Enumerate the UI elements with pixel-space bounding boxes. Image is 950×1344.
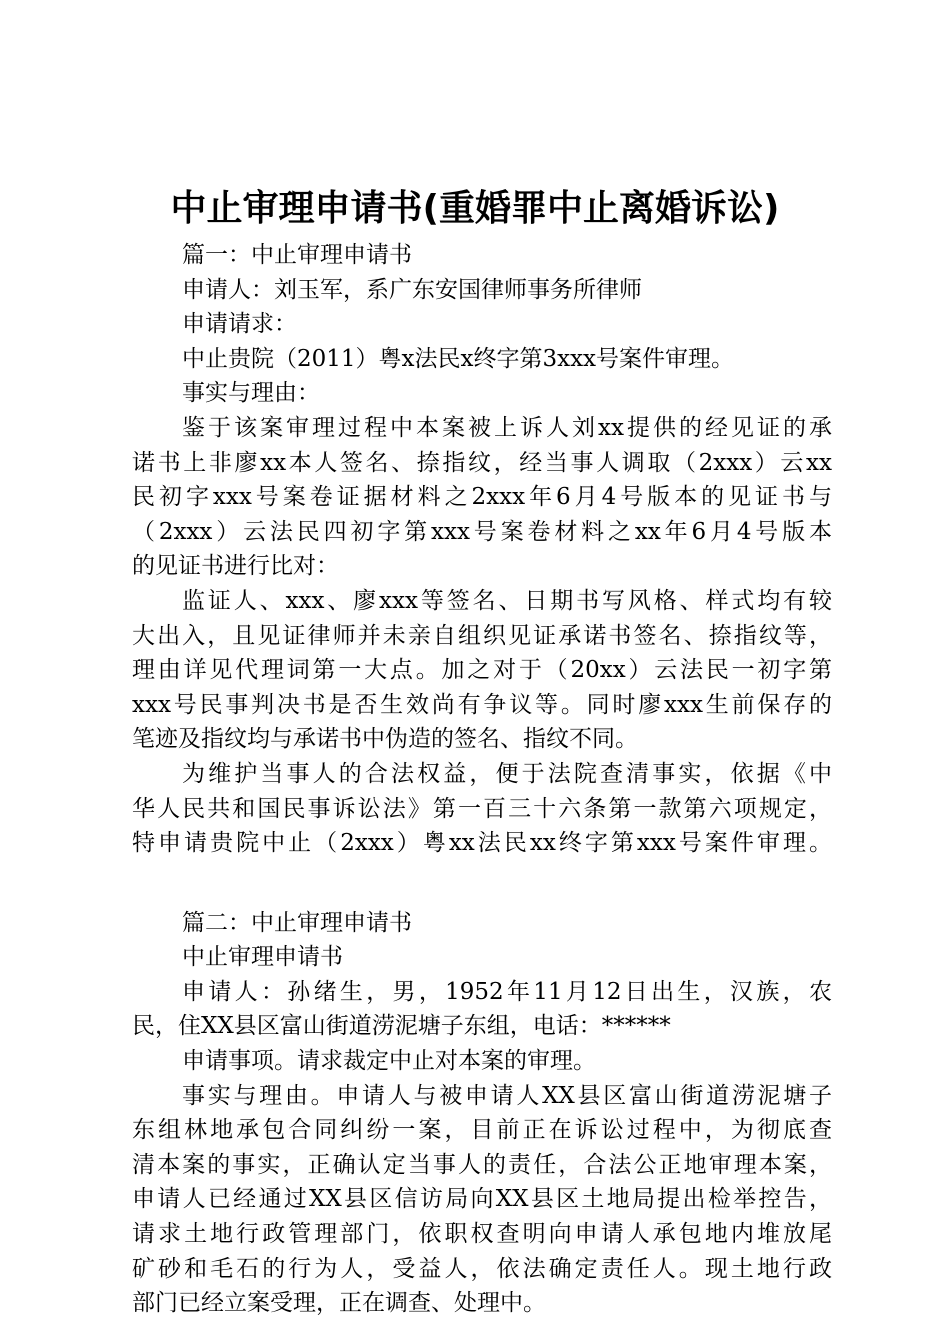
document-title: 中止审理申请书(重婚罪中止离婚诉讼) — [170, 188, 780, 229]
part2-applicant-line: 民，住XX县区富山街道涝泥塘子东组，电话：****** — [132, 1013, 671, 1040]
section-spacer — [132, 861, 832, 906]
part2-facts-line: 部门已经立案受理，正在调查、处理中。 — [132, 1290, 546, 1317]
part1-para1-line: 的见证书进行比对： — [132, 553, 339, 580]
part1-request-label: 申请请求： — [182, 311, 297, 338]
part2-facts-line: 清本案的事实，正确认定当事人的责任，合法公正地审理本案， — [132, 1151, 832, 1178]
part1-para3-line: 特申请贵院中止（2xxx）粤xx法民xx终字第xxx号案件审理。 — [132, 830, 832, 857]
part1-para2-line: 大出入，且见证律师并未亲自组织见证承诺书签名、捺指纹等， — [132, 622, 832, 649]
part1-facts-label: 事实与理由： — [182, 380, 320, 407]
document-body — [132, 238, 832, 1321]
part1-para1-line: （2xxx）云法民四初字第xxx号案卷材料之xx年6月4号版本 — [132, 518, 832, 545]
part1-para2-line: 理由详见代理词第一大点。加之对于（20xx）云法民一初字第 — [132, 657, 832, 684]
part1-para3-line: 为维护当事人的合法权益，便于法院查清事实，依据《中 — [182, 760, 832, 787]
part2-facts-line: 东组林地承包合同纠纷一案，目前正在诉讼过程中，为彻底查 — [132, 1117, 832, 1144]
part1-heading: 篇一：中止审理申请书 — [182, 242, 412, 268]
part1-request: 中止贵院（2011）粤x法民x终字第3xxx号案件审理。 — [182, 345, 735, 372]
part1-para2-line: xxx号民事判决书是否生效尚有争议等。同时廖xxx生前保存的 — [132, 691, 832, 718]
part2-facts-line: 申请人已经通过XX县区信访局向XX县区土地局提出检举控告， — [132, 1186, 832, 1213]
part2-matter: 申请事项。请求裁定中止对本案的审理。 — [182, 1048, 596, 1075]
part1-applicant: 申请人：刘玉军，系广东安国律师事务所律师 — [182, 276, 642, 303]
part2-facts-line: 事实与理由。申请人与被申请人XX县区富山街道涝泥塘子 — [182, 1082, 832, 1109]
part1-para2-line: 笔迹及指纹均与承诺书中伪造的签名、指纹不同。 — [132, 726, 638, 753]
part2-applicant-line: 申请人：孙绪生，男，1952年11月12日出生，汉族，农 — [182, 978, 832, 1005]
part1-para1-line: 鉴于该案审理过程中本案被上诉人刘xx提供的经见证的承 — [182, 414, 832, 441]
part1-para2-line: 监证人、xxx、廖xxx等签名、日期书写风格、样式均有较 — [182, 587, 832, 614]
part2-heading: 篇二：中止审理申请书 — [182, 909, 412, 936]
part1-para1-line: 诺书上非廖xx本人签名、捺指纹，经当事人调取（2xxx）云xx — [132, 449, 832, 476]
part2-facts-line: 请求土地行政管理部门，依职权查明向申请人承包地内堆放尾 — [132, 1221, 832, 1248]
part1-para1-line: 民初字xxx号案卷证据材料之2xxx年6月4号版本的见证书与 — [132, 484, 832, 511]
part2-facts-line: 矿砂和毛石的行为人，受益人，依法确定责任人。现土地行政 — [132, 1255, 832, 1282]
part2-subheading: 中止审理申请书 — [182, 944, 343, 971]
part1-para3-line: 华人民共和国民事诉讼法》第一百三十六条第一款第六项规定， — [132, 795, 832, 822]
